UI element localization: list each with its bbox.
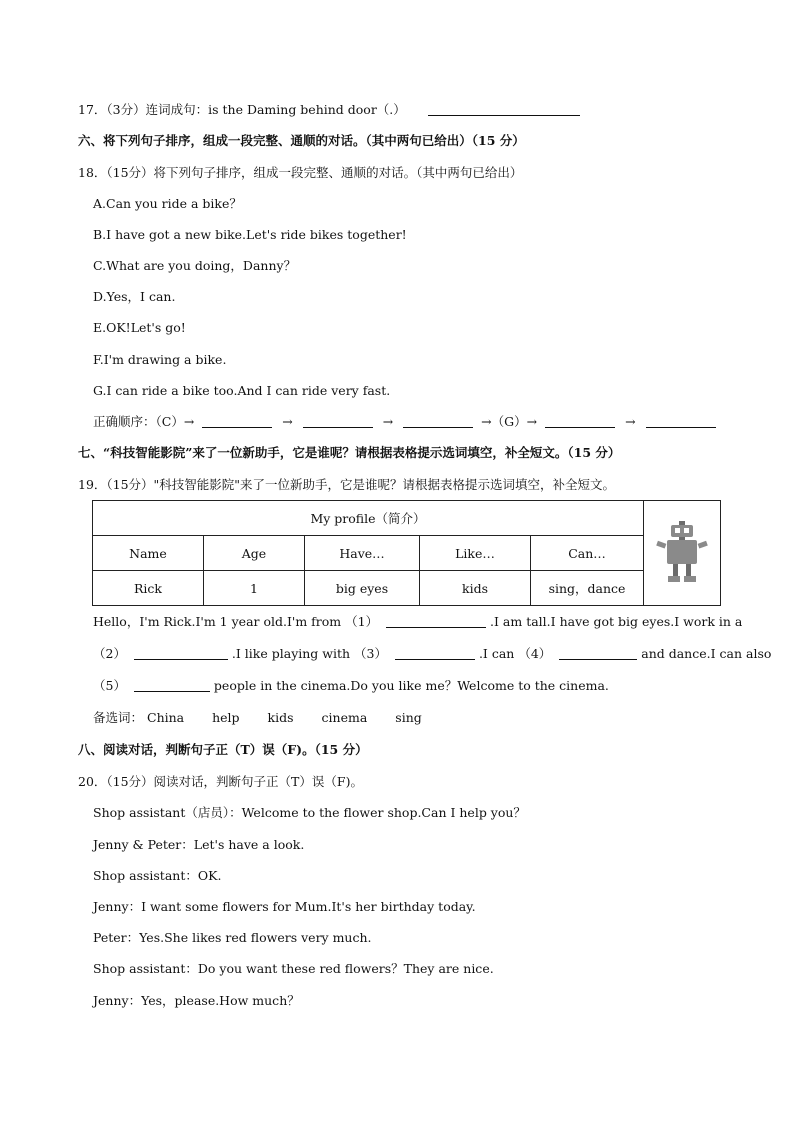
q17-text: 17．（3分）连词成句：is the Daming behind door（.） xyxy=(78,102,406,117)
dialogue-line: Jenny：I want some flowers for Mum.It's her birthday today. xyxy=(93,899,476,914)
q19-passage-line-1 xyxy=(93,614,742,630)
passage-text: （5） xyxy=(93,678,126,693)
q18-blank-3[interactable] xyxy=(403,415,473,428)
q17-answer-blank[interactable] xyxy=(428,103,580,116)
passage-text: people in the cinema.Do you like me？Welcome to the cinema. xyxy=(213,678,609,693)
dialogue-line: Shop assistant：Do you want these red flowers？They are nice. xyxy=(93,961,494,976)
dialogue-line: Peter：Yes.She likes red flowers very much. xyxy=(93,930,372,945)
q18-stem: 18．（15分）将下列句子排序，组成一段完整、通顺的对话。（其中两句已给出） xyxy=(78,165,523,180)
section-8-title: 八、阅读对话，判断句子正（T）误（F)。（15 分） xyxy=(78,742,368,757)
table-header-name: Name xyxy=(93,536,204,571)
q19-passage-line-2 xyxy=(93,646,771,662)
dialogue-line: Shop assistant（店员）：Welcome to the flower shop.Can I help you？ xyxy=(93,805,526,820)
q19-stem: 19．（15分）"科技智能影院"来了一位新助手，它是谁呢？请根据表格提示选词填空，补全短文。 xyxy=(78,477,616,492)
profile-table-title: My profile（简介） xyxy=(93,501,644,536)
section-6-title: 六、将下列句子排序，组成一段完整、通顺的对话。（其中两句已给出）（15 分） xyxy=(78,133,525,148)
q18-blank-1[interactable] xyxy=(202,415,272,428)
q18-order-line xyxy=(93,414,716,430)
arrow-icon: → xyxy=(382,414,394,429)
profile-table xyxy=(92,500,721,606)
word-bank-item: cinema xyxy=(321,710,368,725)
word-bank-item: help xyxy=(212,710,240,725)
word-bank-item: sing xyxy=(395,710,422,725)
dialogue-line: Shop assistant：OK. xyxy=(93,868,222,883)
table-header-like: Like… xyxy=(420,536,531,571)
table-cell-name: Rick xyxy=(93,571,204,606)
q19-blank-1[interactable] xyxy=(386,615,486,628)
table-cell-have: big eyes xyxy=(305,571,420,606)
table-header-have: Have… xyxy=(305,536,420,571)
q18-option: F.I'm drawing a bike. xyxy=(93,352,227,367)
passage-text: and dance.I can also xyxy=(641,646,772,661)
q19-passage-line-3 xyxy=(93,678,609,694)
q18-option: C.What are you doing，Danny？ xyxy=(93,258,297,273)
table-cell-can: sing，dance xyxy=(531,571,644,606)
word-bank-label: 备选词： xyxy=(93,710,144,725)
arrow-icon: → xyxy=(282,414,293,429)
robot-icon xyxy=(653,518,711,586)
passage-text: .I can （4） xyxy=(478,646,552,661)
q17-line xyxy=(78,102,580,118)
table-cell-age: 1 xyxy=(204,571,305,606)
word-bank xyxy=(93,710,422,726)
passage-text: .I am tall.I have got big eyes.I work in a xyxy=(490,614,743,629)
q18-option: E.OK!Let's go! xyxy=(93,320,186,335)
word-bank-item: kids xyxy=(267,710,294,725)
q18-blank-5[interactable] xyxy=(646,415,716,428)
q18-option: D.Yes，I can. xyxy=(93,289,176,304)
q18-blank-2[interactable] xyxy=(303,415,373,428)
q18-blank-4[interactable] xyxy=(545,415,615,428)
table-header-age: Age xyxy=(204,536,305,571)
q18-order-label: 正确顺序：（C）→ xyxy=(93,414,195,429)
passage-text: Hello，I'm Rick.I'm 1 year old.I'm from （1） xyxy=(93,614,379,629)
passage-text: .I like playing with （3） xyxy=(231,646,387,661)
arrow-icon: → xyxy=(625,414,636,429)
section-7-title: 七、“科技智能影院”来了一位新助手，它是谁呢？请根据表格提示选词填空，补全短文。（15 分） xyxy=(78,445,621,460)
q19-blank-5[interactable] xyxy=(134,679,210,692)
q18-given-g: →（G）→ xyxy=(481,414,538,429)
word-bank-item: China xyxy=(147,710,185,725)
q20-stem: 20．（15分）阅读对话，判断句子正（T）误（F)。 xyxy=(78,774,363,789)
q18-option: B.I have got a new bike.Let's ride bikes together! xyxy=(93,227,407,242)
q19-blank-4[interactable] xyxy=(559,647,637,660)
q18-option: G.I can ride a bike too.And I can ride very fast. xyxy=(93,383,391,398)
passage-text: （2） xyxy=(93,646,126,661)
dialogue-line: Jenny & Peter：Let's have a look. xyxy=(93,837,305,852)
dialogue-line: Jenny：Yes，please.How much？ xyxy=(93,993,300,1008)
table-cell-like: kids xyxy=(420,571,531,606)
table-header-can: Can… xyxy=(531,536,644,571)
robot-picture-cell xyxy=(644,501,721,606)
q19-blank-2[interactable] xyxy=(134,647,228,660)
q19-blank-3[interactable] xyxy=(395,647,475,660)
q18-option: A.Can you ride a bike？ xyxy=(93,196,242,211)
